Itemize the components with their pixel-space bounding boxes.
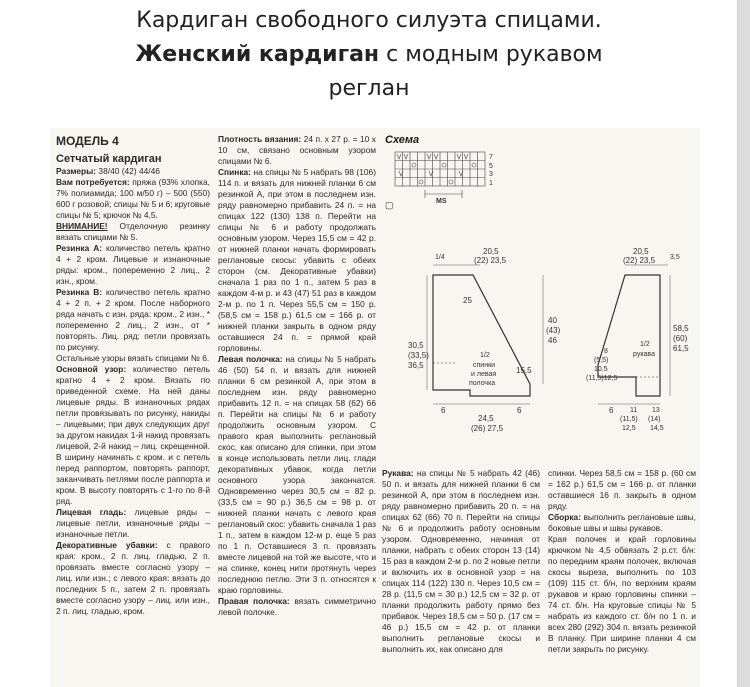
back-label: Спинка: (218, 167, 251, 177)
front-side-6: 6 (517, 406, 522, 415)
right-front-label: Правая полочка: (218, 596, 290, 606)
headline-bold: Женский кардиган (135, 42, 380, 67)
decor-dec-label: Декоративные убавки: (56, 540, 158, 550)
rib-a-label: Резинка А: (56, 243, 103, 253)
model-subtitle: Сетчатый кардиган (56, 153, 162, 165)
sleeve-right-60: (60) (673, 334, 688, 343)
main-pattern-text: количество петель кратно 4 + 2 кром. Вязать по приведенной схеме. На ней даны лицевые ряды. В изнаночных рядах петли провязывать по рисунку, накиды – лицевыми; при двух следующих друг за другом накидах 1-й накид провязать лицевой, 2-й накид – лиц. скрещенной. В ширину начинать с кром. и с петель перед раппортом, повторять раппорт, заканчивать петлями после раппорта и кром. В высоту повторять с 1-го по 8-й ряд. (56, 364, 211, 506)
sleeve-s2: (5,5) (594, 357, 609, 364)
headline-rest: с модным рукавом (379, 42, 603, 67)
front-top-small: 1/4 (435, 254, 445, 261)
stitch-chart (395, 152, 485, 198)
rib-rest: Остальные узоры вязать спицами № 6. (56, 353, 210, 363)
front-left-h2: (33,5) (408, 351, 429, 360)
sleeve-b1: 11 (630, 407, 638, 414)
front-top-width: 20,5 (483, 247, 499, 256)
front-right-46: 46 (548, 336, 557, 345)
density-label: Плотность вязания: (218, 134, 302, 144)
rib-b-text: количество петель кратно 4 + 2 п. + 2 кром. После наборного ряда начать с изн. ряда: кром., 2 изн., * попеременно 2 лиц., 2 изн., от * повторять. Лиц. ряд: петли провязать по рисунку. (56, 287, 210, 352)
rib-b-label: Резинка B: (56, 287, 103, 297)
sleeve-dimension-lines (598, 265, 670, 404)
sleeve-s1: 8 (604, 348, 608, 355)
sleeve-top-width: 20,5 (633, 247, 649, 256)
front-back-word: спинки (473, 362, 496, 369)
sleeve-top-small: 3,5 (670, 254, 680, 261)
sleeve-word: рукава (633, 351, 655, 358)
headline-line-2 (0, 38, 738, 72)
diagrams (50, 128, 700, 468)
ms-label: MS (436, 198, 447, 205)
sleeve-s3: 10,5 (594, 366, 608, 373)
sleeve-right-615: 61,5 (673, 344, 689, 353)
front-bottom-width: 24,5 (478, 414, 494, 423)
assembly-label: Сборка: (548, 512, 581, 522)
right-front-section (218, 596, 376, 618)
front-side-155: 15,5 (516, 366, 532, 375)
sleeve-right-585: 58,5 (673, 324, 689, 333)
face-stitch-text: лицевые ряды – лицевые петли, изнаночные ряды – изнаночные петли. (56, 507, 210, 539)
main-pattern-label: Основной узор: (56, 364, 127, 374)
rib-a-text: количество петель кратно 4 + 2 кром. Лицевые и изнаночные ряды: кром., попеременно 2 лиц., 2 изн., кром. (56, 243, 210, 286)
sleeve-half: 1/2 (640, 341, 650, 348)
front-bottom-6: 6 (441, 406, 446, 415)
attention-label: ВНИМАНИЕ! (56, 221, 108, 231)
attention-text: Отделочную резинку вязать спицами № 5. (56, 221, 210, 242)
front-left-h: 30,5 (408, 341, 424, 350)
headline-line-3: реглан (328, 76, 410, 101)
left-front-label: Левая полочка: (218, 354, 283, 364)
legend-symbol: ▢ (385, 200, 394, 210)
left-front-text: на спицы № 5 набрать 46 (50) 54 п. и вязать для нижней планки 6 см резинкой А, при этом в последнем изн. ряду равномерно прибавить 12 п. = на спицах 58 (62) 66 п. Перейти на спицы № 6 и работу продолжить основным узором. С правого края выполнить реглановый скос, как описано для спинки, при этом в конце использовать петли лиц. глади декоративных убавок, когда петли основного узора закончатся. Одновременно через 30,5 см = 82 р. (33,5 см = 90 р.) 36,5 см = 98 р. от нижней планки начать с левого края реглановый скос: убавить сначала 1 раз 1 п., затем в каждом 12-м р. еще 5 раз по 1 п. Оставшиеся 3 п. провязать вместе лицевой на той же высоте, что и на спинке, конец нити протянуть через последнюю петлю. Эти 3 п. относятся к краю горловины. (218, 354, 377, 595)
sleeve-top-width-2: (22) 23,5 (623, 256, 656, 265)
assembly-section (548, 512, 696, 534)
back-text: на спицы № 5 набрать 98 (106) 114 п. и вязать для нижней планки 6 см резинкой А, при этом в последнем изн. ряду равномерно прибавить 24 п. = на спицах 122 (130) 138 п. Перейти на спицы № 6 и работу продолжать основным узором. Через 15,5 см = 42 р. от нижней планки начать формировать реглановые скосы: убавить с обеих сторон (см. Декоративные убавки) сначала 1 раз по 1 п., затем 5 раз в каждом 4-м р. и 43 (47) 51 раз в каждом 2-м р. по 1 п. Через 55,5 см = 150 р. (58,5 см = 158 р.) 61,5 см = 166 р. от нижней планки закрыть в одном ряду оставшиеся 24 п. = прямой край горловины. (218, 167, 376, 353)
sleeve-b2: 13 (652, 407, 660, 414)
row-number-1: 1 (489, 180, 493, 187)
right-front-text: вязать симметрично левой полочке. (218, 596, 376, 617)
row-number-3: 3 (489, 171, 493, 178)
density-text: 24 п. x 27 р. = 10 x 10 см, связано основным узором спицами № 6. (218, 134, 376, 166)
side-strip (738, 0, 750, 687)
front-right-43: (43) (546, 326, 561, 335)
headline (0, 4, 738, 106)
edge-section: Края полочек и край горловины крючком № 4,5 обвязать 2 р.ст. б/н: по передним краям полочек, включая скосы выреза, выполнить по 103 (109) 115 ст. б/н, по верхним краям рукавов и краю горловины спинки – 74 ст. б/н. На круговые спицы № 5 набрать из каждого ст. б/н по 1 п. и всех 280 (292) 304 п. вязать резинкой В планку. При ширине планки 4 см петли закрыть по рисунку. (548, 534, 696, 654)
materials-label: Вам потребуется: (56, 177, 130, 187)
front-and-word: и левая (471, 371, 497, 378)
sleeve-s6: 6 (609, 406, 614, 415)
decor-dec (56, 540, 210, 617)
headline-line-1: Кардиган свободного силуэта спицами. (136, 8, 602, 33)
sizes-label: Размеры: (56, 166, 97, 176)
front-left-h3: 36,5 (408, 361, 424, 370)
sizes-value: 38/40 (42) 44/46 (96, 166, 160, 176)
schema-title: Схема (385, 134, 420, 146)
sleeve-section (382, 468, 540, 655)
magazine-scan (50, 128, 700, 687)
column-3 (382, 468, 540, 655)
face-stitch-label: Лицевая гладь: (56, 507, 127, 517)
sleeve-b4: (14) (648, 416, 661, 423)
front-right-40: 40 (548, 316, 557, 325)
front-shelf-word: полочка (469, 380, 496, 387)
decor-dec-text: с правого края: кром., 2 п. лиц. гладью, 2 п. провязать вместе согласно узору – лиц. или изн.; с левого края: вязать до последних 5 п., затем 2 п. провязать вместе согласно узору – лиц. или изн., 2 п. лиц. гладью, кром. (56, 540, 210, 616)
front-top-width-2: (22) 23,5 (474, 256, 507, 265)
assembly-text: выполнить реглановые швы, боковые швы и швы рукавов. (548, 512, 696, 533)
sleeve-text: на спицы № 5 набрать 42 (46) 50 п. и вязать для нижней планки 6 см резинкой А, при этом в последнем изн. ряду равномерно прибавить 20 п. = на спицах 62 (66) 70 п. Перейти на спицы № 6 и продолжить работу основным узором. Одновременно, начиная от планки, набрать с обеих сторон 13 (14) 15 раз в каждом 2-м р. по 2 новые петли и включить их в основной узор = на спицах 114 (122) 130 п. Через 10,5 см = 28 р. (11,5 см = 30 р.) 12,5 см = 32 р. от планки продолжить работу прямо без прибавок. Через 18,5 см = 50 р. (17 см = 46 р.) 15,5 см = 42 р. от планки выполнить реглановые скосы и выполнить их, как описано для (382, 468, 540, 654)
column-4 (548, 468, 696, 655)
front-bottom-width-2: (26) 27,5 (471, 424, 504, 433)
sleeve-cont: спинки. Через 58,5 см = 158 р. (60 см = 162 р.) 61,5 см = 166 р. от планки оставшиеся 16 п. закрыть в одном ряду. (548, 468, 696, 511)
sleeve-b6: 14,5 (650, 425, 664, 432)
sleeve-b3: (11,5) (620, 416, 638, 423)
sleeve-label: Рукава: (382, 468, 414, 478)
materials-text: пряжа (93% хлопка, 7% полиамида; 100 м/50 г) – 500 (550) 600 г розовой; спицы № 5 и 6; круговые спицы № 5; крючок № 4,5. (56, 177, 210, 220)
front-label-25: 25 (463, 296, 472, 305)
front-half: 1/2 (480, 352, 490, 359)
row-number-7: 7 (489, 154, 493, 161)
model-title: МОДЕЛЬ 4 (56, 134, 119, 148)
row-number-5: 5 (489, 163, 493, 170)
sleeve-b5: 12,5 (622, 425, 636, 432)
face-stitch (56, 507, 210, 540)
sleeve-s4: (11,5)12,5 (586, 375, 618, 382)
